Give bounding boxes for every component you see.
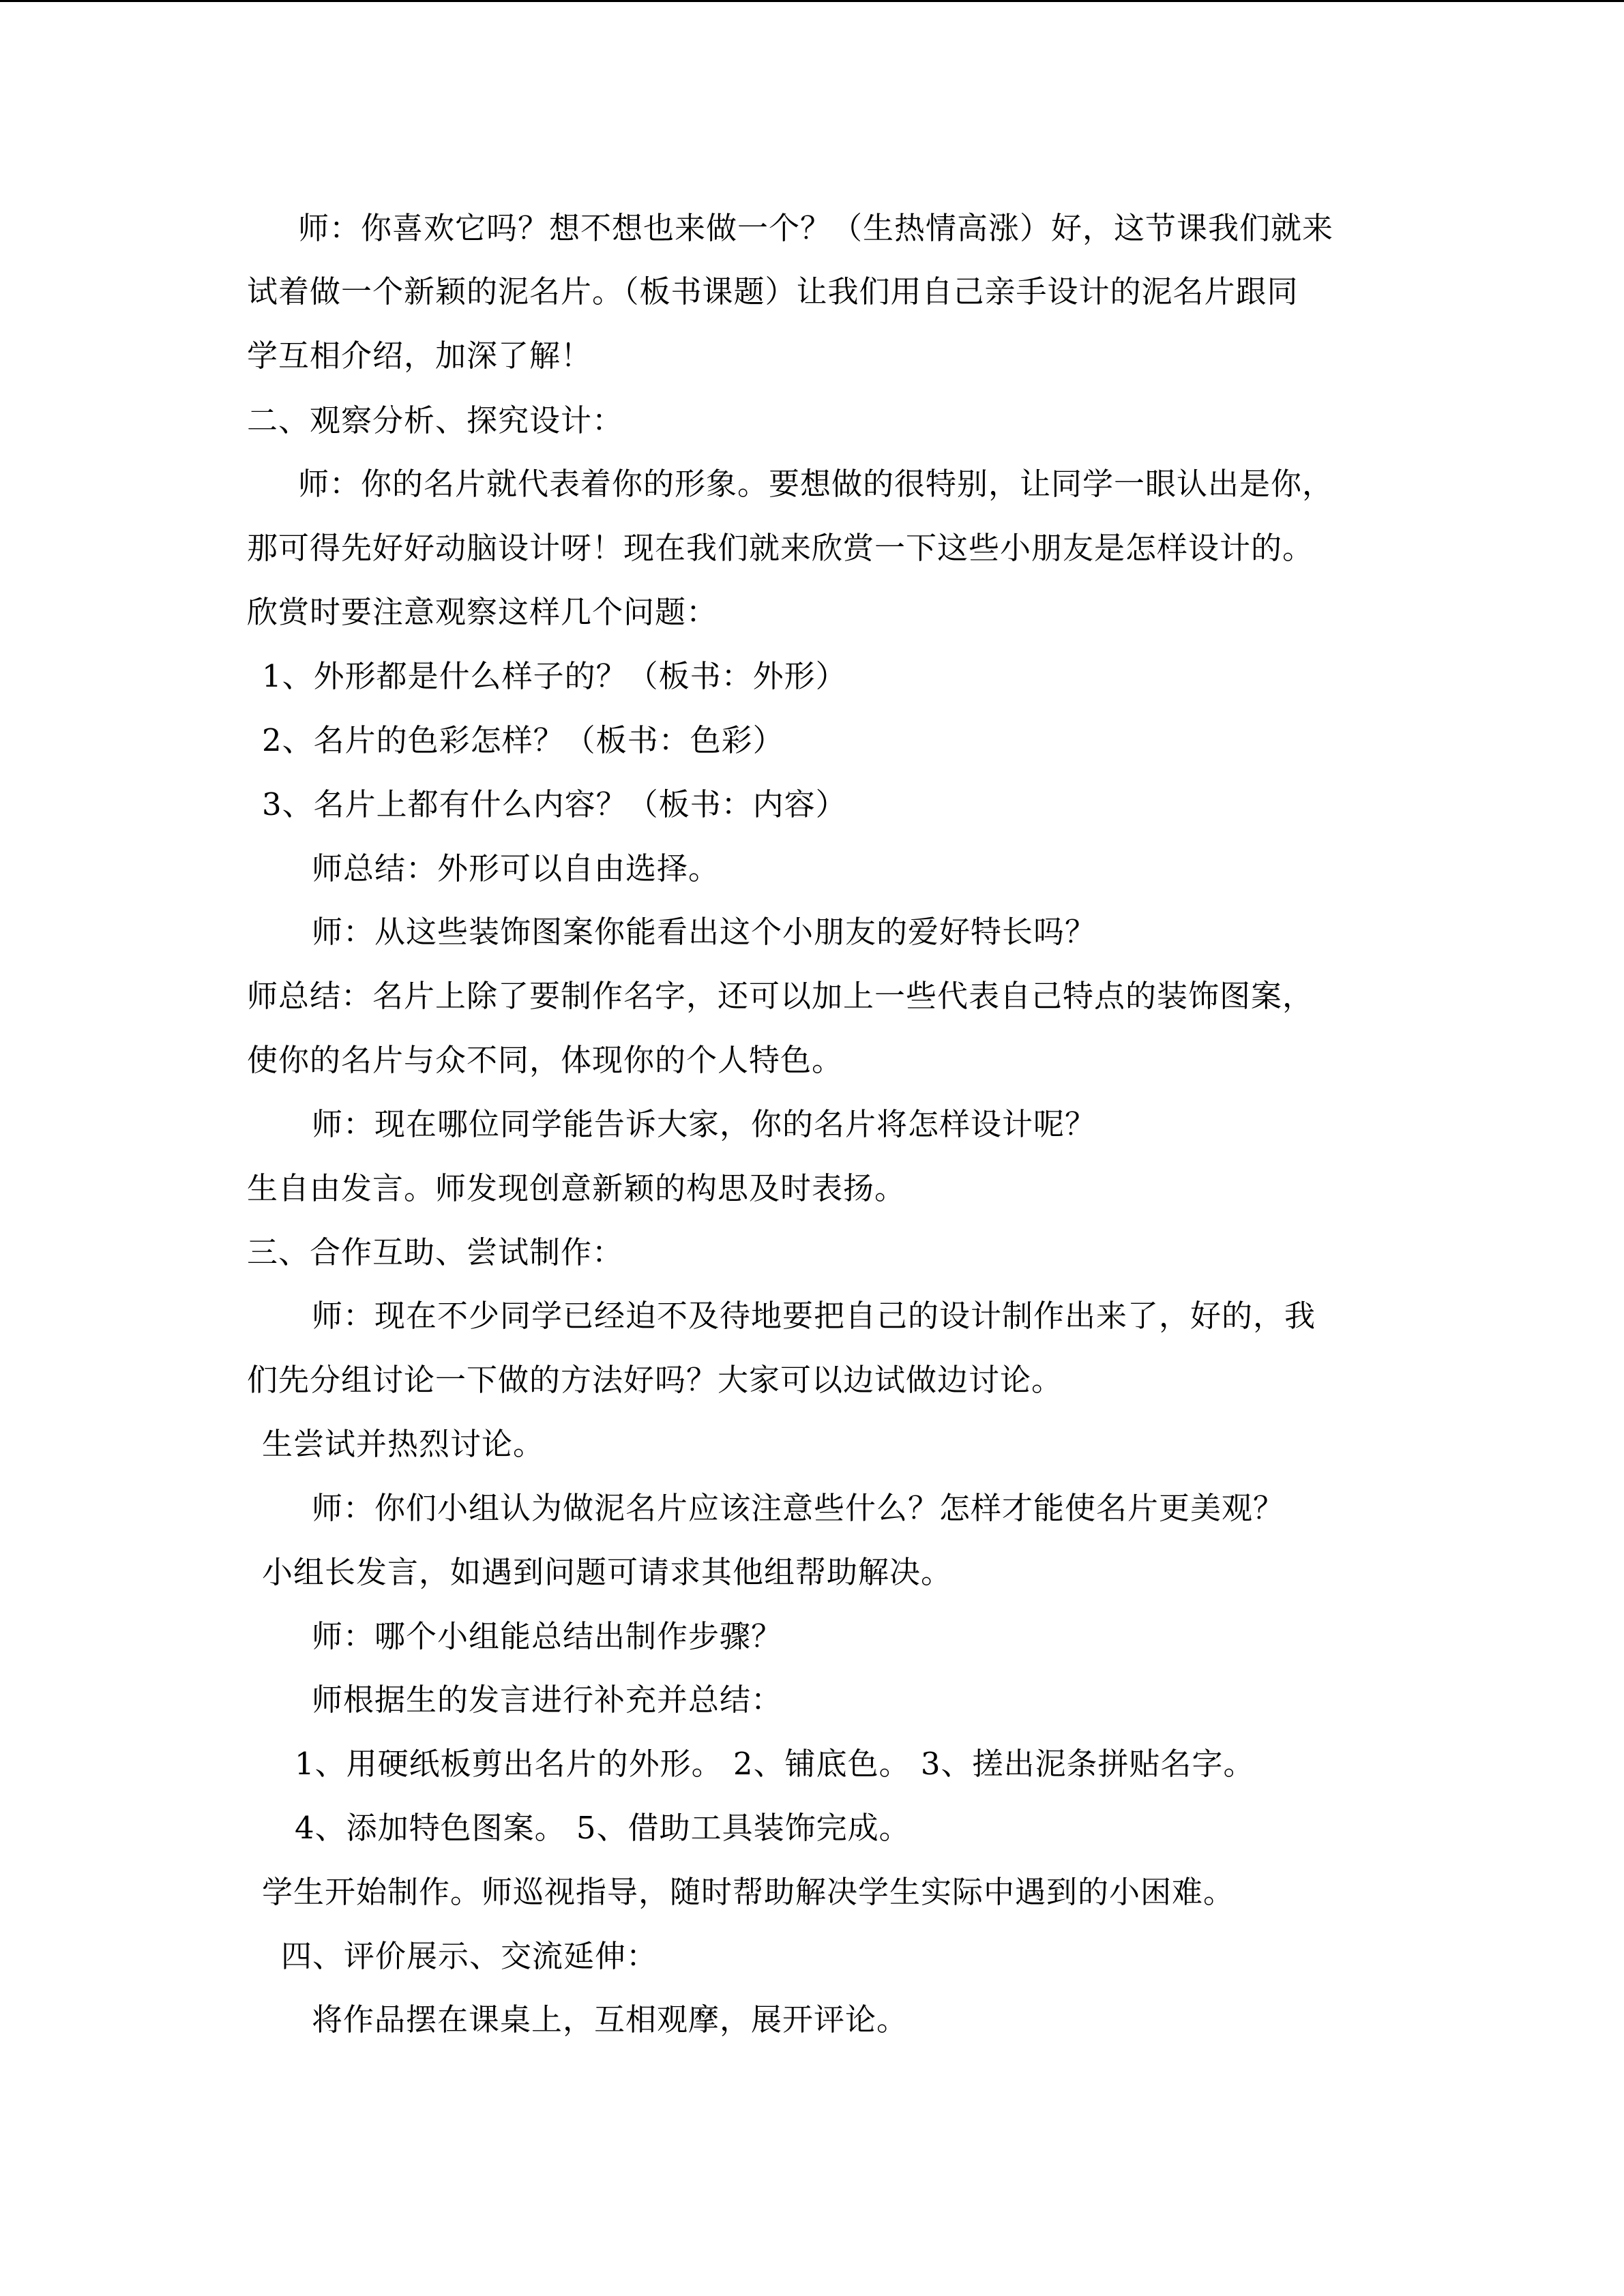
paragraph-line: 将作品摆在课桌上，互相观摩，展开评论。 — [312, 2001, 909, 2038]
list-item: 2、名片的色彩怎样？（板书：色彩） — [262, 722, 784, 758]
list-item: 4、添加特色图案。 5、借助工具装饰完成。 — [295, 1810, 911, 1846]
section-heading: 四、评价展示、交流延伸： — [281, 1938, 658, 1974]
paragraph-line: 们先分组讨论一下做的方法好吗？大家可以边试做边讨论。 — [247, 1362, 1063, 1398]
paragraph-line: 使你的名片与众不同，体现你的个人特色。 — [247, 1042, 844, 1078]
paragraph-line: 学互相介绍，加深了解！ — [247, 338, 593, 374]
section-heading: 二、观察分析、探究设计： — [247, 402, 624, 438]
list-item: 1、用硬纸板剪出名片的外形。 2、铺底色。 3、搓出泥条拼贴名字。 — [295, 1746, 1255, 1782]
paragraph-line: 生尝试并热烈讨论。 — [262, 1426, 545, 1462]
paragraph-line: 欣赏时要注意观察这样几个问题： — [247, 594, 718, 630]
list-item: 1、外形都是什么样子的？（板书：外形） — [262, 658, 847, 694]
paragraph-line: 试着做一个新颖的泥名片。（板书课题）让我们用自己亲手设计的泥名片跟同 — [247, 273, 1299, 310]
paragraph-line: 师：你喜欢它吗？想不想也来做一个？（生热情高涨）好，这节课我们就来 — [298, 210, 1334, 246]
list-item: 3、名片上都有什么内容？（板书：内容） — [262, 786, 847, 822]
paragraph-line: 师根据生的发言进行补充并总结： — [312, 1682, 783, 1718]
paragraph-line: 那可得先好好动脑设计呀！现在我们就来欣赏一下这些小朋友是怎样设计的。 — [247, 530, 1314, 566]
paragraph-line: 师：你们小组认为做泥名片应该注意些什么？怎样才能使名片更美观？ — [312, 1490, 1285, 1526]
paragraph-line: 师：从这些装饰图案你能看出这个小朋友的爱好特长吗？ — [312, 914, 1097, 950]
paragraph-line: 师：现在不少同学已经迫不及待地要把自己的设计制作出来了，好的，我 — [312, 1298, 1316, 1334]
paragraph-line: 师：你的名片就代表着你的形象。要想做的很特别，让同学一眼认出是你， — [298, 466, 1334, 502]
paragraph-line: 师：现在哪位同学能告诉大家，你的名片将怎样设计呢？ — [312, 1106, 1097, 1142]
paragraph-line: 生自由发言。师发现创意新颖的构思及时表扬。 — [247, 1170, 906, 1206]
section-heading: 三、合作互助、尝试制作： — [247, 1234, 624, 1270]
paragraph-line: 师：哪个小组能总结出制作步骤？ — [312, 1618, 783, 1654]
paragraph-line: 学生开始制作。师巡视指导，随时帮助解决学生实际中遇到的小困难。 — [262, 1874, 1235, 1910]
paragraph-line: 小组长发言，如遇到问题可请求其他组帮助解决。 — [262, 1554, 953, 1590]
paragraph-line: 师总结：名片上除了要制作名字，还可以加上一些代表自己特点的装饰图案， — [247, 978, 1314, 1014]
paragraph-line: 师总结：外形可以自由选择。 — [312, 850, 720, 886]
